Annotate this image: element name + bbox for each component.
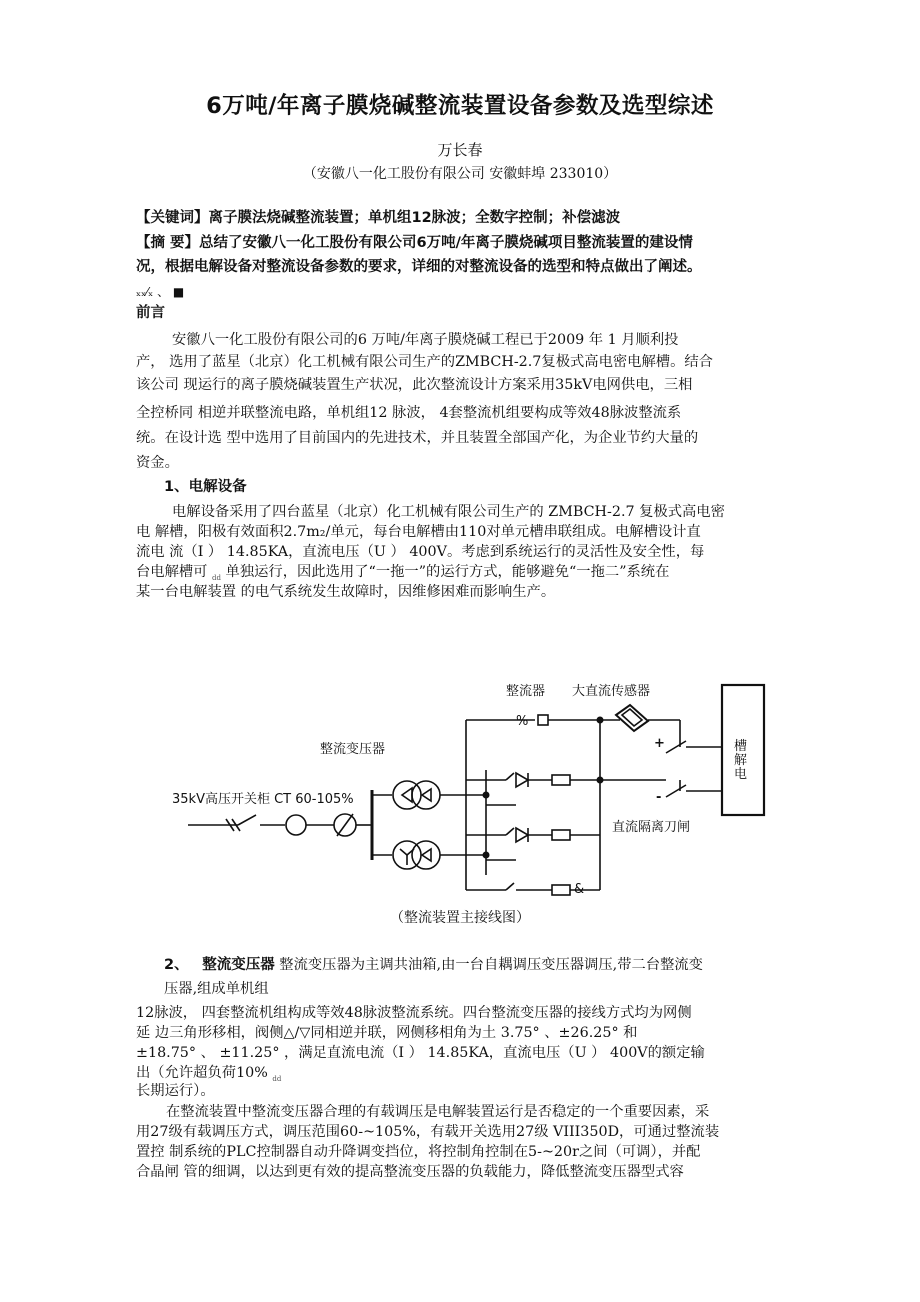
keywords: 【关键词】离子膜法烧碱整流装置；单机组12脉波；全数字控制；补偿滤波 [136,210,621,226]
section-1-line: 电解设备采用了四台蓝星（北京）化工机械有限公司生产的 ZMBCH-2.7 复极式高电密 [172,504,725,520]
affiliation: （安徽八一化工股份有限公司 安徽蚌埠 233010） [302,166,618,182]
cell-label: 电 [734,767,748,782]
abstract-line-2: 况，根据电解设备对整流设备参数的要求，详细的对整流设备的选型和特点做出了阐述。 [136,259,702,275]
paragraph-3-line: 用27级有载调压方式，调压范围60-~105%，有载开关选用27级 VIII350D，可通过整流装 [136,1124,720,1140]
disconnector-label: 直流隔离刀闸 [612,820,691,835]
transformer-label: 整流变压器 [320,742,386,757]
hv-switchgear-label: 35kV高压开关柜 CT 60-105% [172,792,354,807]
section-2-line: 压器,组成单机组 [164,981,269,997]
plus-terminal: + [654,736,665,751]
section-1-line: 台电解槽可 $_{dd}$ 单独运行，因此选用了“一拖一”的运行方式，能够避免“一拖二”系统在 [136,564,670,582]
preface-line: 资金。 [136,455,179,471]
dc-sensor-label: 大直流传感器 [572,684,651,699]
main-wiring-diagram [160,675,790,907]
rectifier-label: 整流器 [506,684,546,699]
preface-heading: 前言 [136,305,165,321]
minus-terminal: - [656,790,662,805]
section-2-line: 长期运行）。 [136,1083,215,1099]
page-title: 6万吨/年离子膜烧碱整流装置设备参数及选型综述 [206,93,714,119]
section-2-line: 延 边三角形移相，阀侧△/▽同相逆并联，网侧移相角为土 3.75° 、±26.25° 和 [136,1025,638,1041]
amp-mark: & [574,882,585,897]
glyph-line: ₓₓ⁄ₓ 、 ■ [136,285,185,299]
author: 万长春 [437,141,483,159]
section-1-line: 电 解槽，阳极有效面积2.7m₂/单元，每台电解槽由110对单元槽串联组成。电解槽设计直 [136,524,701,540]
preface-line: 产， 选用了蓝星（北京）化工机械有限公司生产的ZMBCH-2.7复极式高电密电解槽。结合 [136,354,713,370]
diagram-caption: （整流装置主接线图） [390,910,530,926]
section-2-line: 2、 整流变压器 整流变压器为主调共油箱,由一台自耦调压变压器调压,带二台整流变 [164,957,703,973]
paragraph-3-line: 合晶闸 管的细调，以达到更有效的提高整流变压器的负载能力，降低整流变压器型式容 [136,1164,684,1180]
cell-label: 解 [734,753,748,768]
section-2-heading: 整流变压器 [202,957,275,973]
preface-line: 统。在设计选 型中选用了目前国内的先进技术，并且装置全部国产化，为企业节约大量的 [136,430,699,446]
cell-label: 槽 [734,739,748,754]
percent-mark: % [516,714,529,729]
preface-line: 全控桥同 相逆并联整流电路，单机组12 脉波， 4套整流机组要构成等效48脉波整流系 [136,405,682,421]
section-2-line: 12脉波， 四套整流机组构成等效48脉波整流系统。四台整流变压器的接线方式均为网侧 [136,1005,692,1021]
section-2-line: 出（允许超负荷10% $_{dd}$ [136,1065,282,1083]
paragraph-3-line: 置控 制系统的PLC控制器自动升降调变挡位，将控制角控制在5-~20r之间（可调），并配 [136,1144,701,1160]
section-1-line: 流电 流（I ） 14.85KA，直流电压（U ） 400V。考虑到系统运行的灵活性及安全性，每 [136,544,705,560]
preface-line: 安徽八一化工股份有限公司的6 万吨/年离子膜烧碱工程已于2009 年 1 月顺利投 [172,332,679,348]
paragraph-3-line: 在整流装置中整流变压器合理的有载调压是电解装置运行是否稳定的一个重要因素，采 [166,1104,710,1120]
section-1-heading: 1、电解设备 [164,479,247,495]
section-1-line: 某一台电解装置 的电气系统发生故障时，因维修困难而影响生产。 [136,584,556,600]
abstract-line-1: 【摘 要】总结了安徽八一化工股份有限公司6万吨/年离子膜烧碱项目整流装置的建设情 [136,235,693,251]
preface-line: 该公司 现运行的离子膜烧碱装置生产状况，此次整流设计方案采用35kV电网供电，三相 [136,377,693,393]
section-2-line: ±18.75° 、 ±11.25° ，满足直流电流（I ） 14.85KA，直流电压（U ） 400V的额定输 [136,1045,705,1061]
